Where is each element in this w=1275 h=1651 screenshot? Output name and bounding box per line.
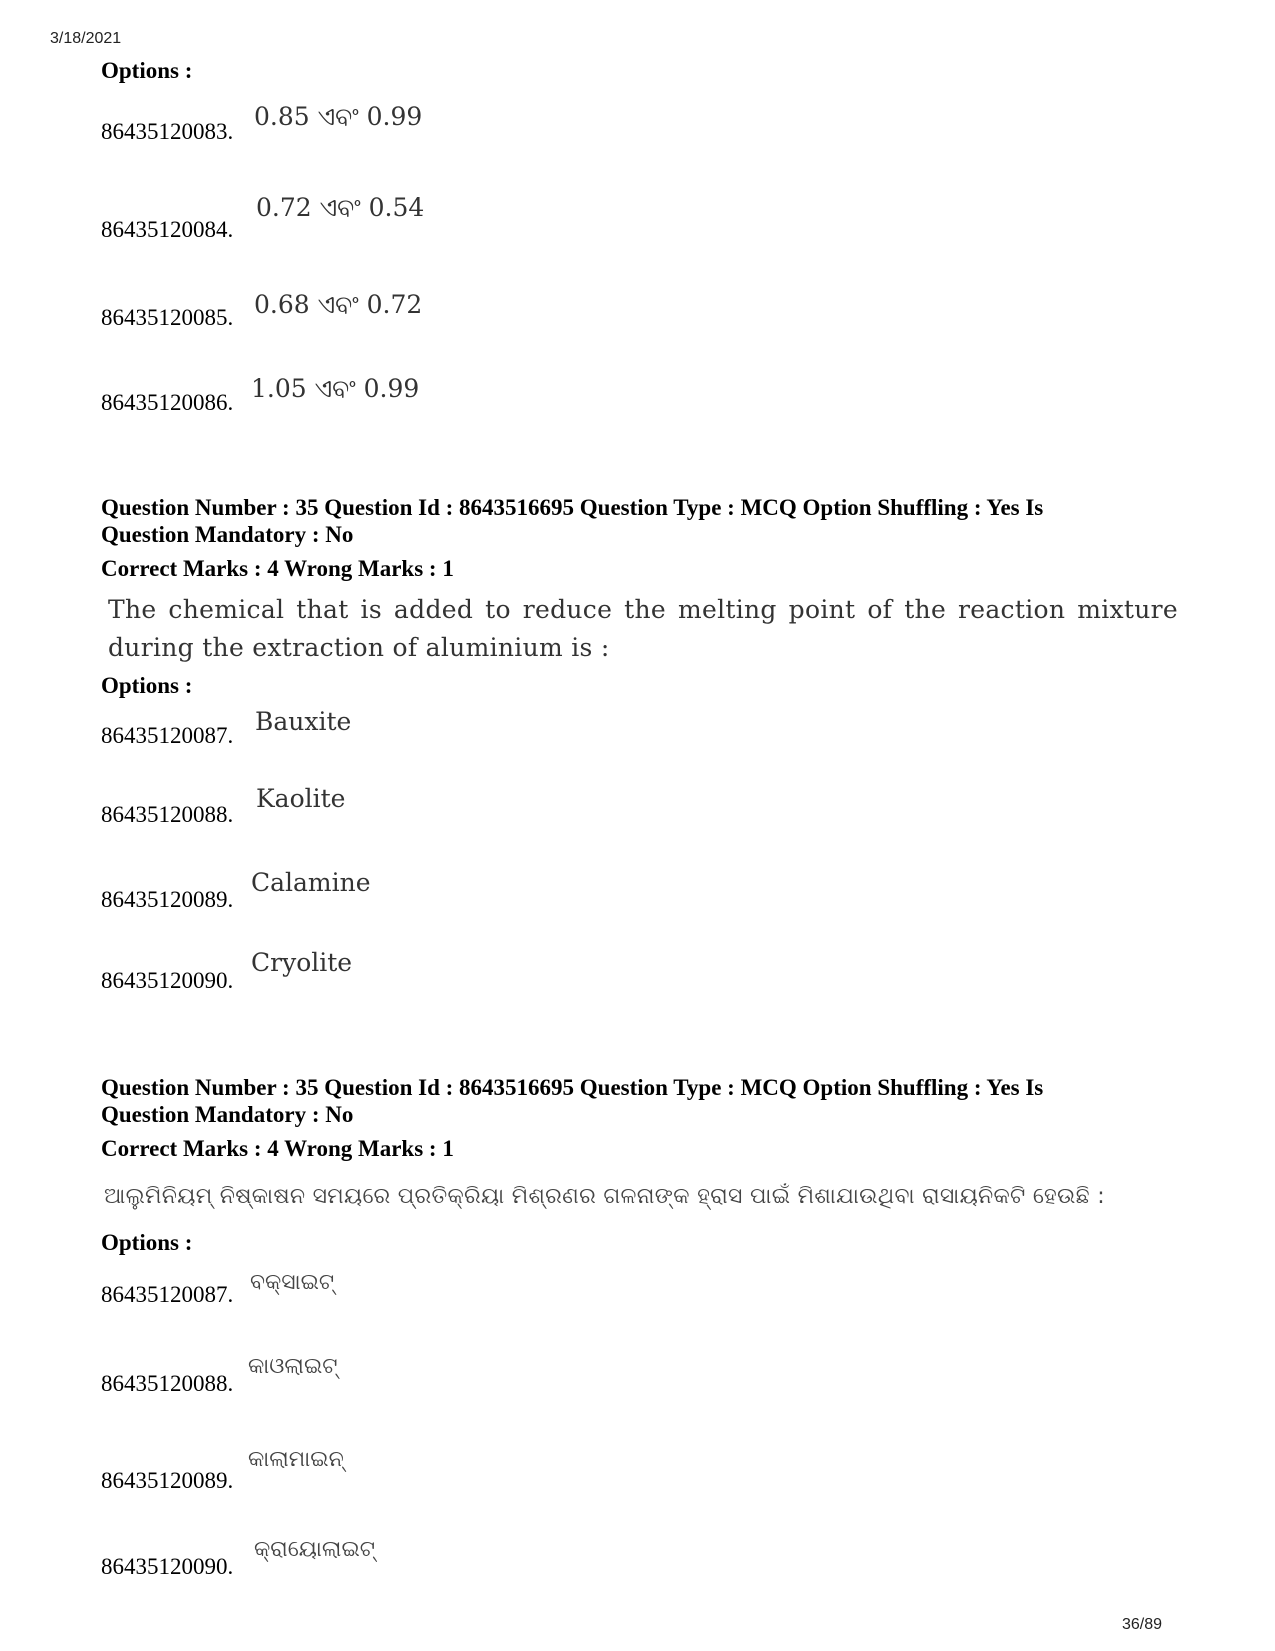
option-text: Cryolite xyxy=(251,948,353,977)
option-id: 86435120088. xyxy=(101,802,234,827)
options-label: Options : xyxy=(101,1230,193,1255)
option-id: 86435120085. xyxy=(101,305,234,330)
option-text: Bauxite xyxy=(255,707,352,736)
option-id: 86435120090. xyxy=(101,968,234,993)
option-id: 86435120089. xyxy=(101,1468,234,1493)
option-text: 0.68 ଏବଂ 0.72 xyxy=(254,290,423,319)
option-id: 86435120083. xyxy=(101,119,234,144)
option-text: Kaolite xyxy=(256,784,346,813)
question-header-line1: Question Number : 35 Question Id : 8643516695 Question Type : MCQ Option Shuffling : Yes Is xyxy=(101,1075,1044,1100)
page-date: 3/18/2021 xyxy=(50,30,122,47)
question-marks: Correct Marks : 4 Wrong Marks : 1 xyxy=(101,556,454,581)
option-id: 86435120086. xyxy=(101,390,234,415)
question-header xyxy=(101,494,1161,548)
option-text: କାଓଲାଇଟ୍ xyxy=(248,1354,338,1379)
option-text: 0.72 ଏବଂ 0.54 xyxy=(256,193,425,222)
question-marks: Correct Marks : 4 Wrong Marks : 1 xyxy=(101,1136,454,1161)
option-text: କାଲାମାଇନ୍ xyxy=(248,1447,344,1472)
question-header xyxy=(101,1074,1161,1128)
options-label: Options : xyxy=(101,58,193,83)
question-text: ଆଲୁମିନିୟମ୍ ନିଷ୍କାଷନ ସମୟରେ ପ୍ରତିକ୍ରିୟା ମିଶ୍ରଣର ଗଳନାଙ୍କ ହ୍ରାସ ପାଇଁ ମିଶାଯାଉଥିବା ରାସାୟନିକଟି ହେଉଛି : xyxy=(104,1184,1105,1209)
option-id: 86435120084. xyxy=(101,217,234,242)
question-text: The chemical that is added to reduce the melting point of the reaction mixture during the extraction of aluminium is : xyxy=(108,595,1178,662)
option-text: Calamine xyxy=(251,868,371,897)
question-header-line2: Question Mandatory : No xyxy=(101,1102,354,1127)
option-text: 1.05 ଏବଂ 0.99 xyxy=(251,374,420,403)
options-label: Options : xyxy=(101,673,193,698)
option-text: ବକ୍ସାଇଟ୍ xyxy=(250,1270,335,1295)
question-header-line2: Question Mandatory : No xyxy=(101,522,354,547)
page-number: 36/89 xyxy=(1121,1616,1162,1633)
option-id: 86435120089. xyxy=(101,887,234,912)
option-id: 86435120087. xyxy=(101,723,234,748)
option-id: 86435120087. xyxy=(101,1282,234,1307)
option-text: କ୍ରାୟୋଲାଇଟ୍ xyxy=(254,1537,376,1562)
option-id: 86435120088. xyxy=(101,1371,234,1396)
question-header-line1: Question Number : 35 Question Id : 8643516695 Question Type : MCQ Option Shuffling : Yes Is xyxy=(101,495,1044,520)
option-text: 0.85 ଏବଂ 0.99 xyxy=(254,102,423,131)
option-id: 86435120090. xyxy=(101,1554,234,1579)
